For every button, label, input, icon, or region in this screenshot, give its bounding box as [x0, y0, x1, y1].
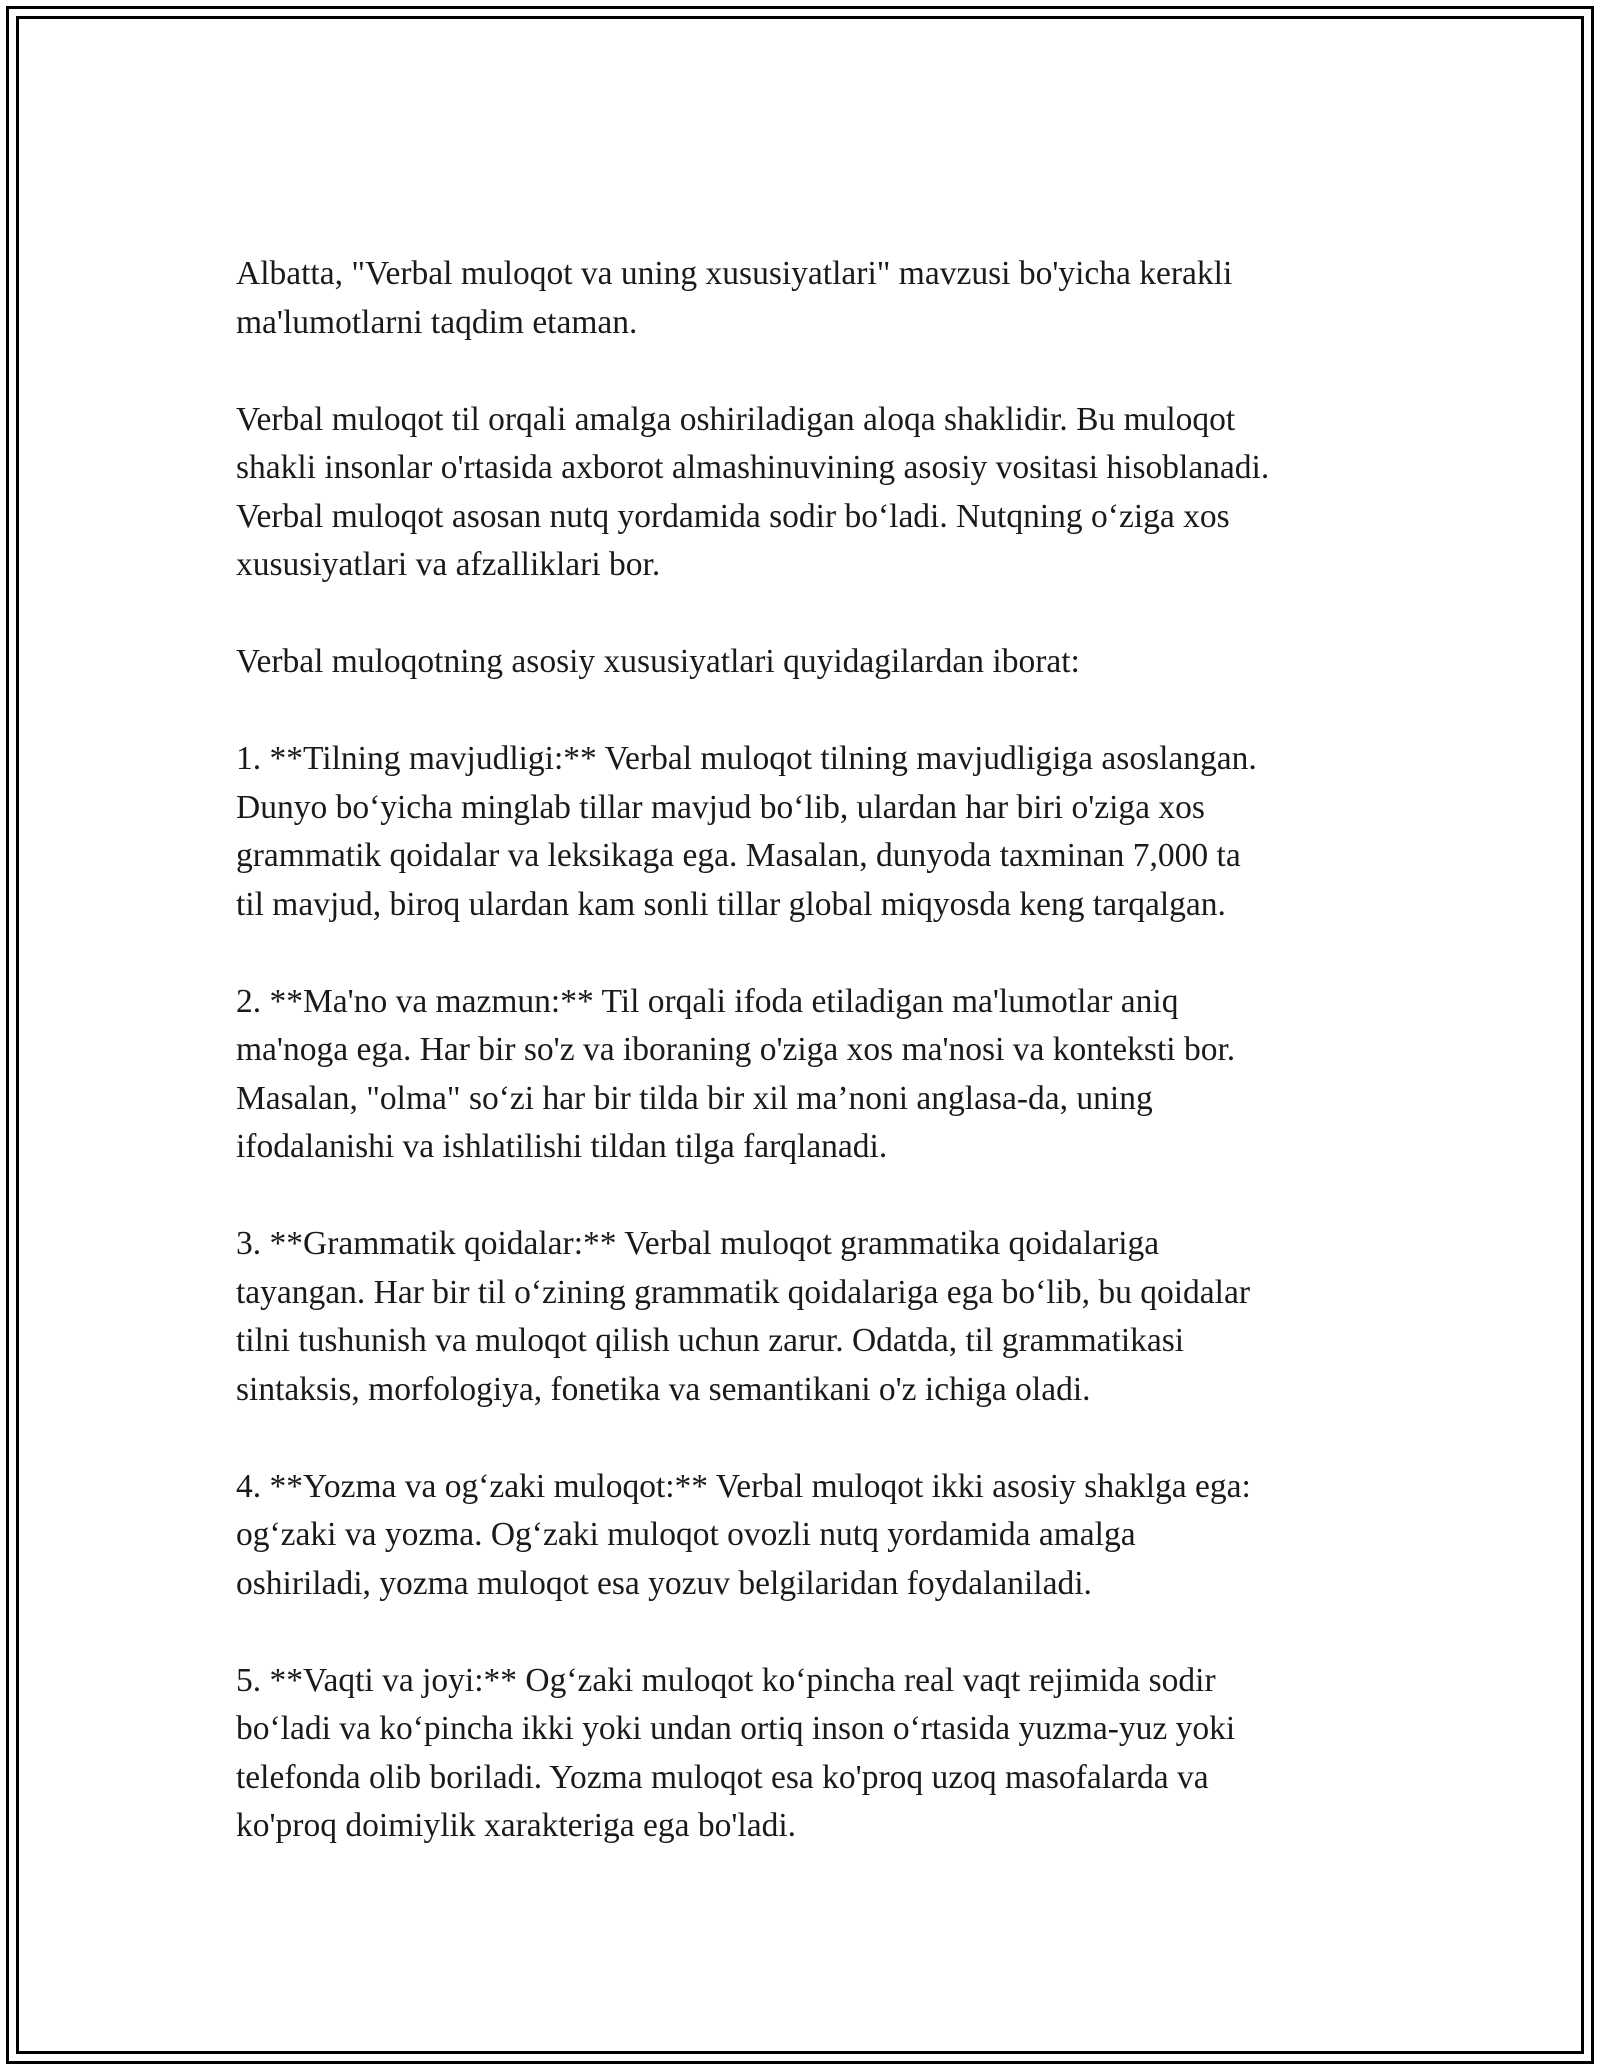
list-intro-paragraph: Verbal muloqotning asosiy xususiyatlari quyidagilardan iborat:: [236, 643, 1080, 680]
intro-paragraph: Albatta, "Verbal muloqot va uning xususiyatlari" mavzusi bo'yicha kerakli ma'lumotlarni taqdim etaman.: [236, 255, 1233, 341]
list-item-5: 5. **Vaqti va joyi:** Og‘zaki muloqot ko‘pincha real vaqt rejimida sodir bo‘ladi va ko‘pincha ikki yoki undan ortiq inson o‘rtasida yuzma-yuz yoki telefonda olib boriladi. Yozma muloqot esa ko'proq uzoq masofalarda va ko'proq doimiylik xarakteriga ega bo'ladi.: [236, 1661, 1236, 1844]
list-item-2: 2. **Ma'no va mazmun:** Til orqali ifoda etiladigan ma'lumotlar aniq ma'noga ega. Har bir so'z va iboraning o'ziga xos ma'nosi va konteksti bor. Masalan, "olma" so‘zi har bir tilda bir xil ma’noni anglasa-da, uning ifodalanishi va ishlatilishi tildan tilga farqlanadi.: [236, 982, 1236, 1165]
list-item-1: 1. **Tilning mavjudligi:** Verbal muloqot tilning mavjudligiga asoslangan. Dunyo bo‘yicha minglab tillar mavjud bo‘lib, ulardan har biri o'ziga xos grammatik qoidalar va leksikaga ega. Masalan, dunyoda taxminan 7,000 ta til mavjud, biroq ulardan kam sonli tillar global miqyosda keng tarqalgan.: [236, 740, 1257, 923]
list-item-3: 3. **Grammatik qoidalar:** Verbal muloqot grammatika qoidalariga tayangan. Har bir til o‘zining grammatik qoidalariga ega bo‘lib, bu qoidalar tilni tushunish va muloqot qilish uchun zarur. Odatda, til grammatikasi sintaksis, morfologiya, fonetika va semantikani o'z ichiga oladi.: [236, 1225, 1250, 1408]
list-item-4: 4. **Yozma va og‘zaki muloqot:** Verbal muloqot ikki asosiy shaklga ega: og‘zaki va yozma. Og‘zaki muloqot ovozli nutq yordamida amalga oshiriladi, yozma muloqot esa yozuv belgilaridan foydalaniladi.: [236, 1467, 1251, 1602]
document-body: [236, 250, 1386, 1851]
definition-paragraph: Verbal muloqot til orqali amalga oshiriladigan aloqa shaklidir. Bu muloqot shakli insonlar o'rtasida axborot almashinuvining asosiy vositasi hisoblanadi. Verbal muloqot asosan nutq yordamida sodir bo‘ladi. Nutqning o‘ziga xos xususiyatlari va afzalliklari bor.: [236, 400, 1270, 583]
